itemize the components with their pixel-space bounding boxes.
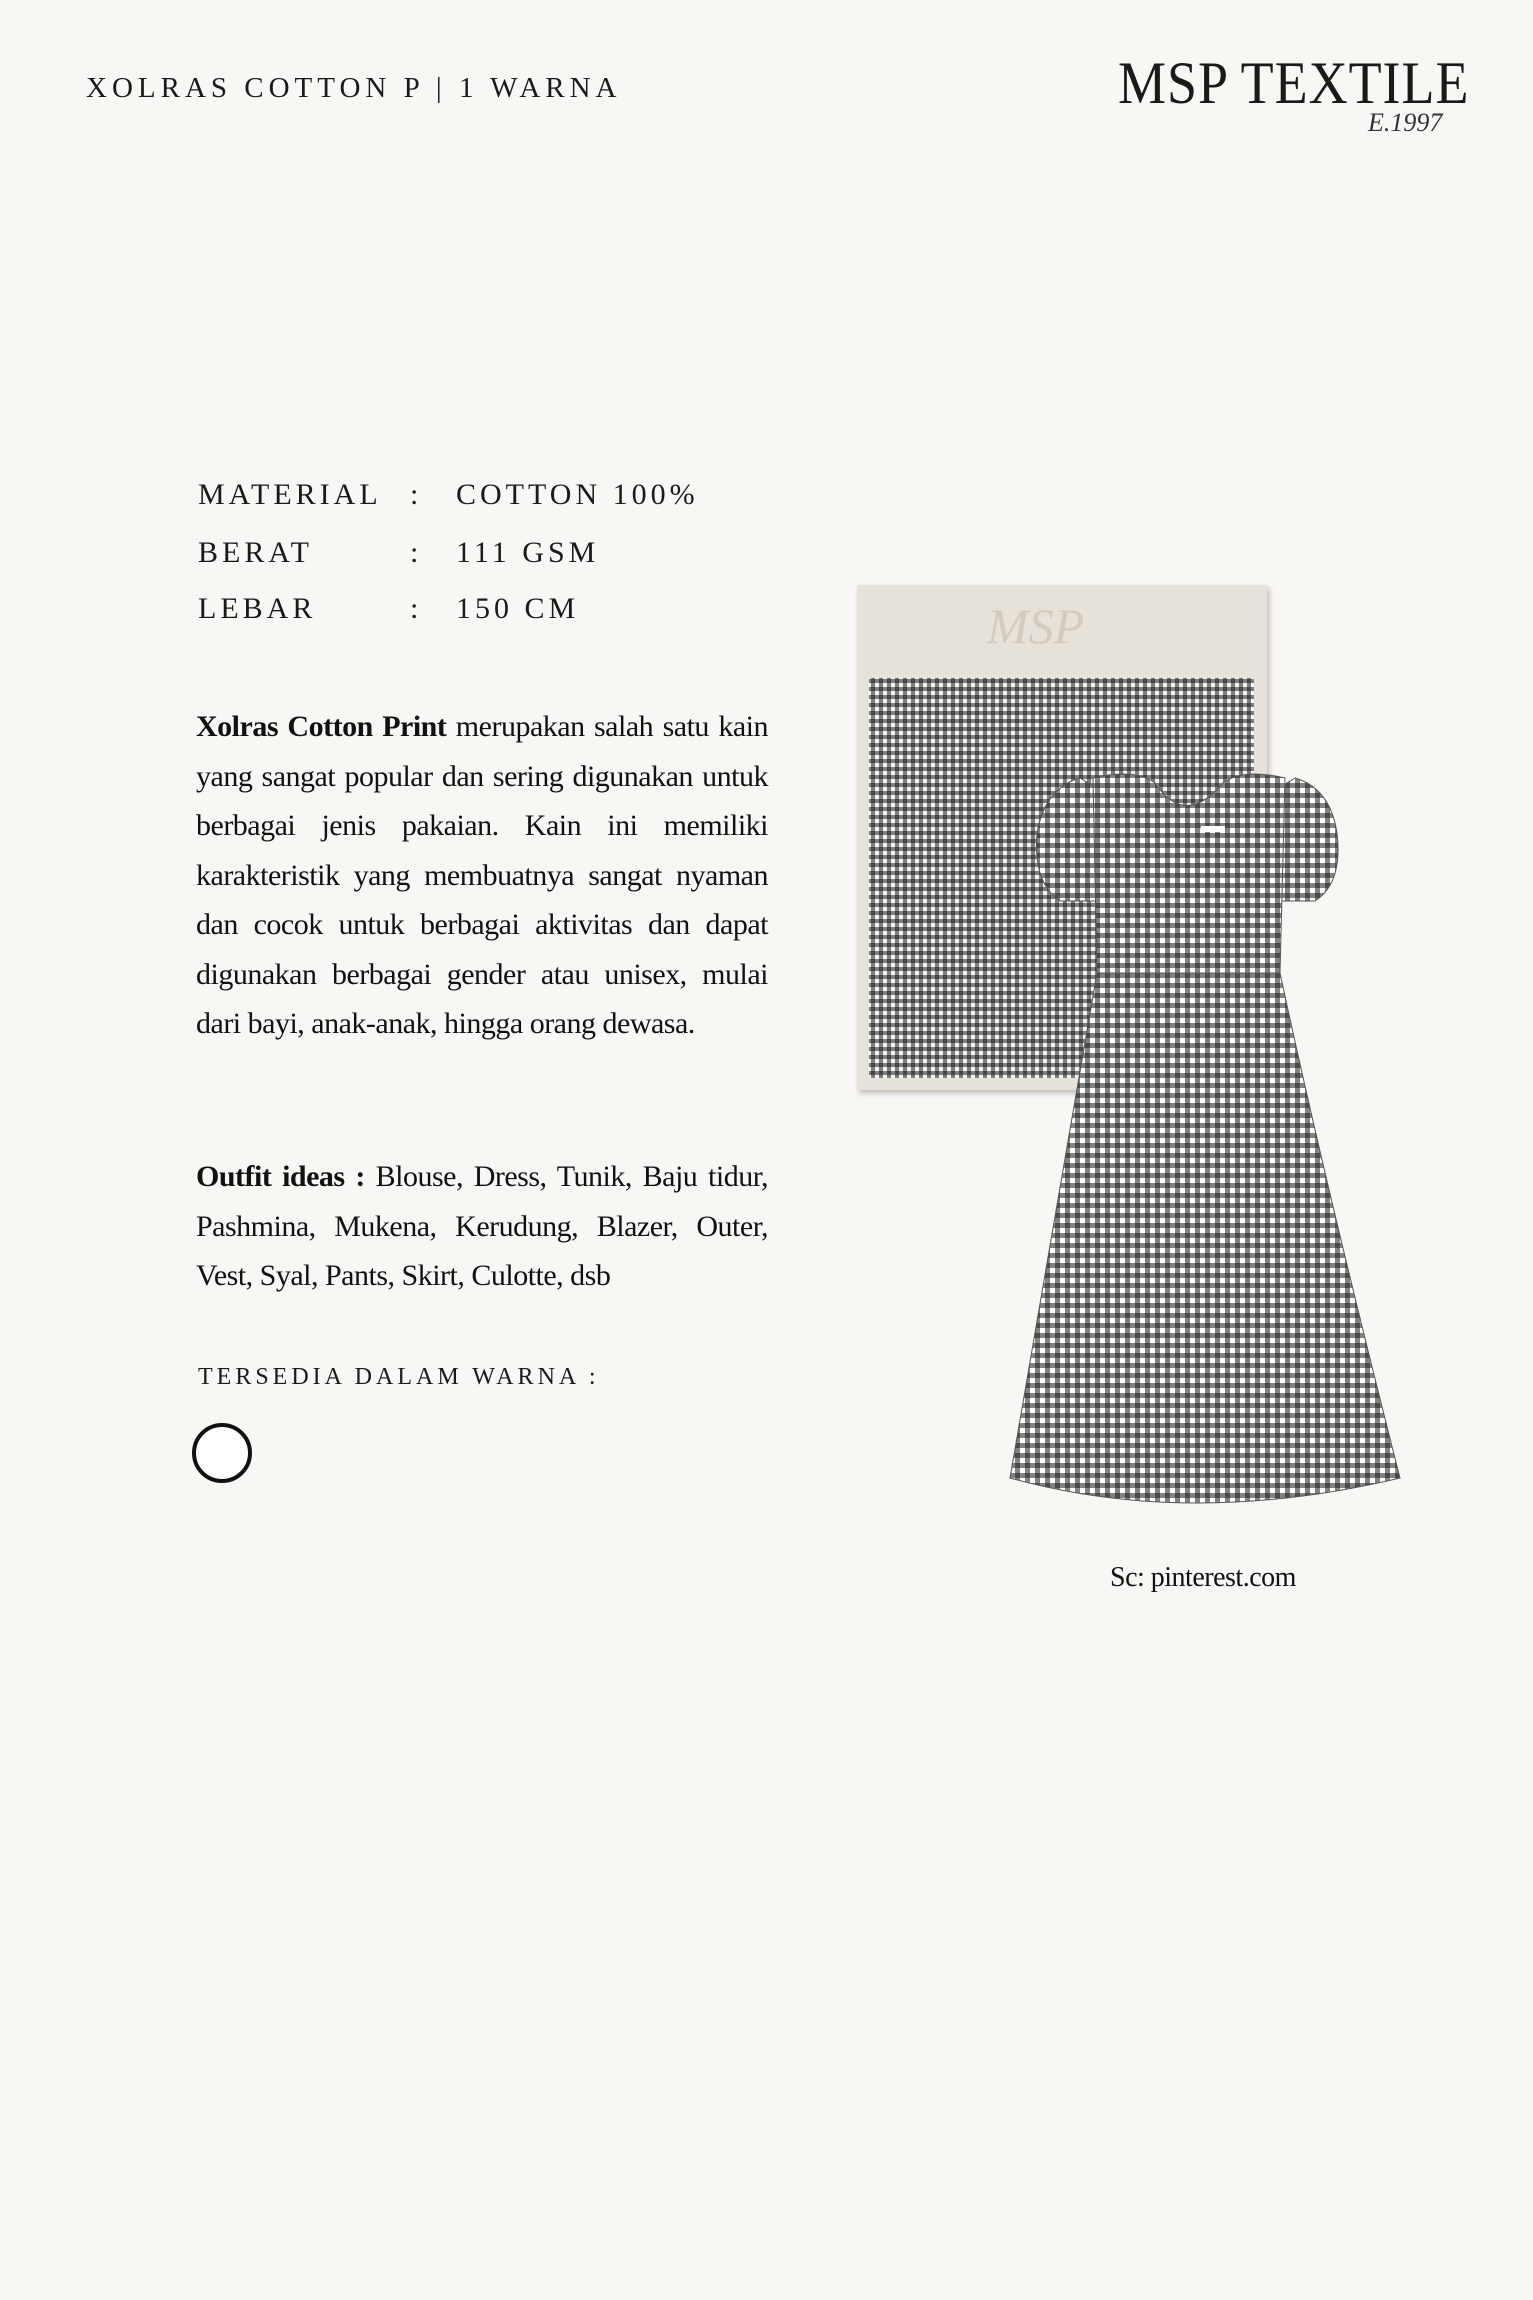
product-image (855, 583, 1415, 1523)
spec-colon: : (410, 478, 423, 511)
spec-label: MATERIAL (198, 478, 382, 511)
outfit-text: Blouse, Dress, Tunik, Baju tidur, Pashmina, Mukena, Kerudung, Blazer, Outer, Vest, Syal, Pants, Skirt, Culotte, dsb (196, 1160, 769, 1292)
outfit-label: Outfit ideas : (196, 1160, 365, 1193)
spec-label: LEBAR (198, 592, 317, 625)
brand-established: E.1997 (1368, 108, 1443, 137)
spec-value: 111 GSM (456, 536, 600, 569)
spec-colon: : (410, 536, 423, 569)
color-swatch-white[interactable] (192, 1423, 252, 1483)
spec-value: 150 CM (456, 592, 580, 625)
image-source-caption: Sc: pinterest.com (1110, 1562, 1296, 1593)
available-colors-label: TERSEDIA DALAM WARNA : (198, 1364, 600, 1390)
description-text: merupakan salah satu kain yang sangat popular dan sering digunakan untuk berbagai jenis pakaian. Kain ini memiliki karakteristik yang membuatnya sangat nyaman dan cocok untuk berbagai aktivitas dan dapat digunakan berbagai gender atau unisex, mulai dari bayi, anak-anak, hingga orang dewasa. (196, 710, 768, 1040)
brand-logo-name: MSP TEXTILE (1118, 49, 1470, 117)
swatch-logo-text: MSP (987, 598, 1085, 654)
spec-colon: : (410, 592, 423, 625)
page-title: XOLRAS COTTON P | 1 WARNA (86, 72, 622, 104)
product-name: Xolras Cotton Print (196, 710, 447, 743)
outfit-ideas (196, 1152, 768, 1301)
spec-label: BERAT (198, 536, 314, 569)
spec-value: COTTON 100% (456, 478, 699, 511)
product-description (196, 702, 768, 1049)
gingham-dress (1010, 774, 1400, 1503)
